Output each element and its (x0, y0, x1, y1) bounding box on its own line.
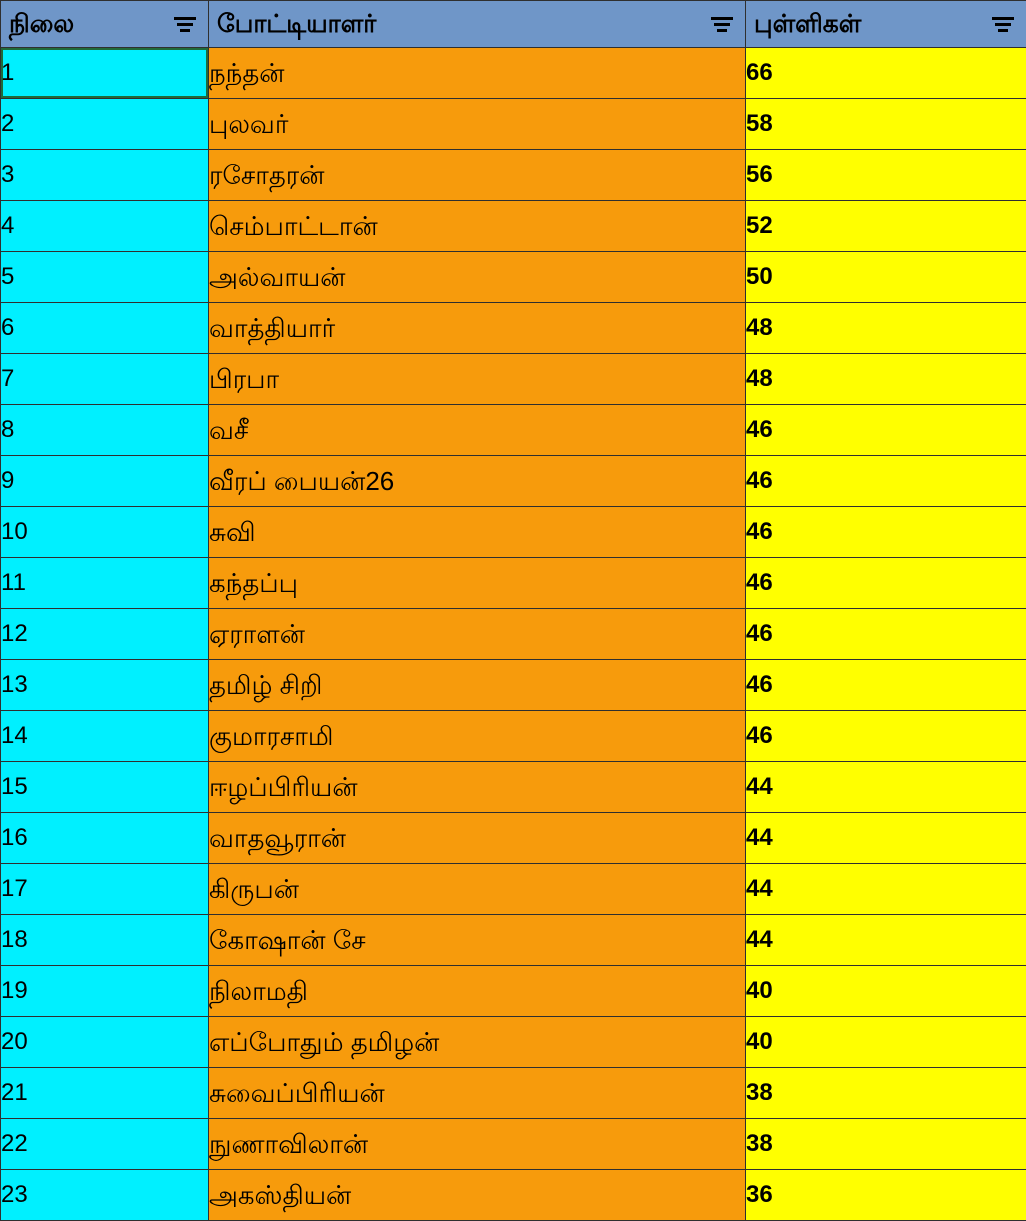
table-row[interactable] (1, 99, 1026, 150)
cell-rank[interactable]: 17 (1, 864, 209, 915)
table-row[interactable] (1, 762, 1026, 813)
cell-points[interactable]: 44 (746, 813, 1026, 864)
table-row[interactable] (1, 201, 1026, 252)
filter-icon[interactable] (990, 14, 1016, 34)
cell-rank[interactable]: 4 (1, 201, 209, 252)
cell-competitor[interactable]: நுணாவிலான் (209, 1119, 746, 1170)
cell-competitor[interactable]: சுவி (209, 507, 746, 558)
table-row[interactable] (1, 609, 1026, 660)
table-row[interactable] (1, 507, 1026, 558)
cell-points[interactable]: 48 (746, 354, 1026, 405)
cell-points[interactable]: 40 (746, 1017, 1026, 1068)
cell-rank[interactable]: 19 (1, 966, 209, 1017)
table-row[interactable] (1, 915, 1026, 966)
cell-points[interactable]: 52 (746, 201, 1026, 252)
table-row[interactable] (1, 303, 1026, 354)
table-row[interactable] (1, 864, 1026, 915)
cell-rank[interactable]: 16 (1, 813, 209, 864)
cell-competitor[interactable]: புலவர் (209, 99, 746, 150)
cell-competitor[interactable]: வாதவூரான் (209, 813, 746, 864)
column-header-rank-label: நிலை (9, 12, 74, 37)
cell-competitor[interactable]: செம்பாட்டான் (209, 201, 746, 252)
column-header-points[interactable] (746, 1, 1026, 48)
table-row[interactable] (1, 558, 1026, 609)
cell-competitor[interactable]: நந்தன் (209, 48, 746, 99)
cell-competitor[interactable]: ஈழப்பிரியன் (209, 762, 746, 813)
cell-competitor[interactable]: நிலாமதி (209, 966, 746, 1017)
column-header-rank[interactable] (1, 1, 209, 48)
cell-rank[interactable]: 12 (1, 609, 209, 660)
cell-competitor[interactable]: அகஸ்தியன் (209, 1170, 746, 1221)
cell-points[interactable]: 40 (746, 966, 1026, 1017)
cell-points[interactable]: 46 (746, 456, 1026, 507)
cell-points[interactable]: 38 (746, 1068, 1026, 1119)
cell-rank[interactable]: 8 (1, 405, 209, 456)
table-row[interactable] (1, 1068, 1026, 1119)
cell-rank[interactable]: 22 (1, 1119, 209, 1170)
cell-rank[interactable]: 11 (1, 558, 209, 609)
cell-rank[interactable]: 6 (1, 303, 209, 354)
table-row[interactable] (1, 354, 1026, 405)
table-row[interactable] (1, 456, 1026, 507)
table-row[interactable] (1, 1170, 1026, 1221)
cell-competitor[interactable]: வசீ (209, 405, 746, 456)
cell-competitor[interactable]: எப்போதும் தமிழன் (209, 1017, 746, 1068)
cell-points[interactable]: 46 (746, 711, 1026, 762)
column-header-competitor[interactable] (209, 1, 746, 48)
cell-points[interactable]: 36 (746, 1170, 1026, 1221)
table-row[interactable] (1, 711, 1026, 762)
filter-icon[interactable] (709, 14, 735, 34)
cell-points[interactable]: 38 (746, 1119, 1026, 1170)
cell-rank[interactable]: 3 (1, 150, 209, 201)
cell-rank[interactable]: 23 (1, 1170, 209, 1221)
cell-points[interactable]: 56 (746, 150, 1026, 201)
cell-competitor[interactable]: வாத்தியார் (209, 303, 746, 354)
cell-rank[interactable]: 20 (1, 1017, 209, 1068)
cell-points[interactable]: 50 (746, 252, 1026, 303)
cell-points[interactable]: 46 (746, 405, 1026, 456)
cell-points[interactable]: 46 (746, 609, 1026, 660)
cell-rank[interactable]: 10 (1, 507, 209, 558)
table-row[interactable] (1, 813, 1026, 864)
table-row[interactable] (1, 966, 1026, 1017)
cell-points[interactable]: 48 (746, 303, 1026, 354)
table-body (1, 48, 1026, 1221)
cell-rank[interactable]: 5 (1, 252, 209, 303)
cell-rank[interactable]: 7 (1, 354, 209, 405)
cell-rank[interactable]: 1 (1, 48, 209, 99)
table-row[interactable] (1, 405, 1026, 456)
cell-competitor[interactable]: ஏராளன் (209, 609, 746, 660)
cell-points[interactable]: 58 (746, 99, 1026, 150)
column-header-points-label: புள்ளிகள் (754, 12, 861, 37)
cell-points[interactable]: 66 (746, 48, 1026, 99)
table-row[interactable] (1, 1119, 1026, 1170)
cell-points[interactable]: 44 (746, 762, 1026, 813)
table-row[interactable] (1, 150, 1026, 201)
table-row[interactable] (1, 660, 1026, 711)
cell-competitor[interactable]: கந்தப்பு (209, 558, 746, 609)
cell-competitor[interactable]: ரசோதரன் (209, 150, 746, 201)
cell-rank[interactable]: 18 (1, 915, 209, 966)
cell-points[interactable]: 44 (746, 864, 1026, 915)
table-row[interactable] (1, 252, 1026, 303)
column-header-competitor-label: போட்டியாளர் (217, 12, 376, 37)
cell-rank[interactable]: 13 (1, 660, 209, 711)
cell-points[interactable]: 46 (746, 660, 1026, 711)
cell-competitor[interactable]: பிரபா (209, 354, 746, 405)
cell-competitor[interactable]: குமாரசாமி (209, 711, 746, 762)
table-row[interactable] (1, 1017, 1026, 1068)
filter-icon[interactable] (172, 14, 198, 34)
cell-rank[interactable]: 21 (1, 1068, 209, 1119)
cell-rank[interactable]: 15 (1, 762, 209, 813)
cell-rank[interactable]: 2 (1, 99, 209, 150)
cell-points[interactable]: 46 (746, 558, 1026, 609)
table-row[interactable] (1, 48, 1026, 99)
cell-competitor[interactable]: சுவைப்பிரியன் (209, 1068, 746, 1119)
cell-competitor[interactable]: கோஷான் சே (209, 915, 746, 966)
cell-rank[interactable]: 9 (1, 456, 209, 507)
cell-points[interactable]: 44 (746, 915, 1026, 966)
cell-competitor[interactable]: அல்வாயன் (209, 252, 746, 303)
cell-rank[interactable]: 14 (1, 711, 209, 762)
cell-competitor[interactable]: கிருபன் (209, 864, 746, 915)
cell-competitor[interactable]: வீரப் பையன்26 (209, 456, 746, 507)
cell-competitor[interactable]: தமிழ் சிறி (209, 660, 746, 711)
table-header-row (1, 1, 1026, 48)
cell-points[interactable]: 46 (746, 507, 1026, 558)
